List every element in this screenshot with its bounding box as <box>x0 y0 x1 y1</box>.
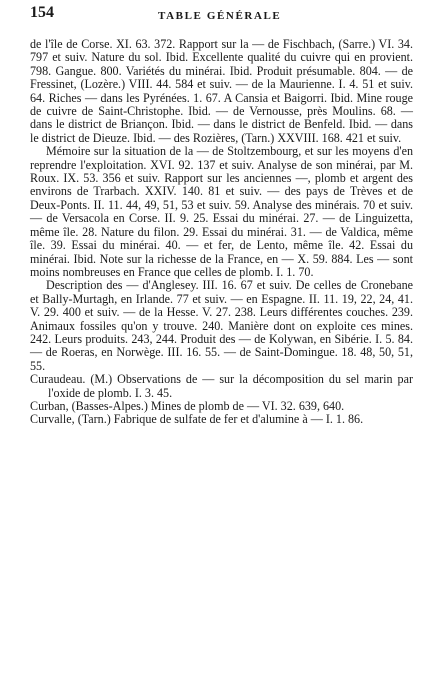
index-entry-curban: Curban, (Basses-Alpes.) Mines de plomb de — VI. 32. 639, 640. <box>30 398 345 413</box>
page-number: 154 <box>30 4 54 21</box>
index-paragraph: Description des — d'Anglesey. III. 16. 67 et suiv. De celles de Cronebane et Bally-Murtagh, en Irlande. 77 et suiv. — en Espagne. II. 11. 19, 22, 24, 41. V. 29. 400 et suiv. — de la Hesse. V. 27. 238. Leurs différentes couches. 239. Animaux fossiles qu'on y trouve. 240. Manière dont on exploite ces mines. 242. Leurs produits. 243, 244. Produit des — de Kolywan, en Sibérie. I. 5. 84. — de Roeras, en Norwège. III. 16. 55. — de Saint-Domingue. 18. 48, 50, 51, 55. <box>30 278 413 373</box>
index-entry-curvalle: Curvalle, (Tarn.) Fabrique de sulfate de fer et d'alumine à — I. 1. 86. <box>30 412 364 427</box>
index-text <box>30 38 413 427</box>
index-paragraph: Mémoire sur la situation de la — de Stoltzembourg, et sur les moyens d'en reprendre l'exploitation. XVI. 92. 137 et suiv. Analyse de son minérai, par M. Roux. IX. 53. 356 et suiv. Rapport sur les anciennes —, plomb et argent des environs de Trarbach. XXIV. 140. 81 et suiv. — des pays de Trèves et de Deux-Ponts. II. 11. 44, 49, 51, 53 et suiv. 59. Analyse des minérais. 70 et suiv. — de Versacola en Corse. II. 9. 25. Essai du minérai. 27. — de Linguizetta, même île. 28. Nature du filon. 29. Essai du minérai. 31. — de Valdica, même île. 39. Essai du minérai. 40. — et fer, de Lento, même île. 42. Essai du minérai. Ibid. Note sur la richesse de la France, en — X. 59. 884. Les — sont moins nombreuses en France que celles de plomb. I. 1. 70. <box>30 144 413 279</box>
index-entry-curaudeau: Curaudeau. (M.) Observations de — sur la décomposition du sel marin par l'oxide de plomb. I. 3. 45. <box>30 372 413 400</box>
index-paragraph: de l'île de Corse. XI. 63. 372. Rapport sur la — de Fischbach, (Sarre.) VI. 34. 797 et suiv. Nature du sol. Ibid. Excellente qualité du cuivre qui en provient. 798. Gangue. 800. Variétés du minérai. Ibid. Produit présumable. 804. — de Fressinet, (Lozère.) VIII. 44. 584 et suiv. — de la Maurienne. I. 4. 51 et suiv. 64. Riches — dans les Pyrénées. 1. 67. A Cansia et Baigorri. Ibid. Mine rouge de cuivre de Saint-Christophe. Ibid. — de Vernousse, près Moulins. 68. — dans le district de Briançon. Ibid. — dans le district de Benfeld. Ibid. — dans le district de Dieuze. Ibid. — des Rozières, (Tarn.) XXVIII. 168. 421 et suiv. <box>30 37 413 145</box>
running-title: TABLE GÉNÉRALE <box>158 10 282 22</box>
page-header <box>30 4 413 38</box>
